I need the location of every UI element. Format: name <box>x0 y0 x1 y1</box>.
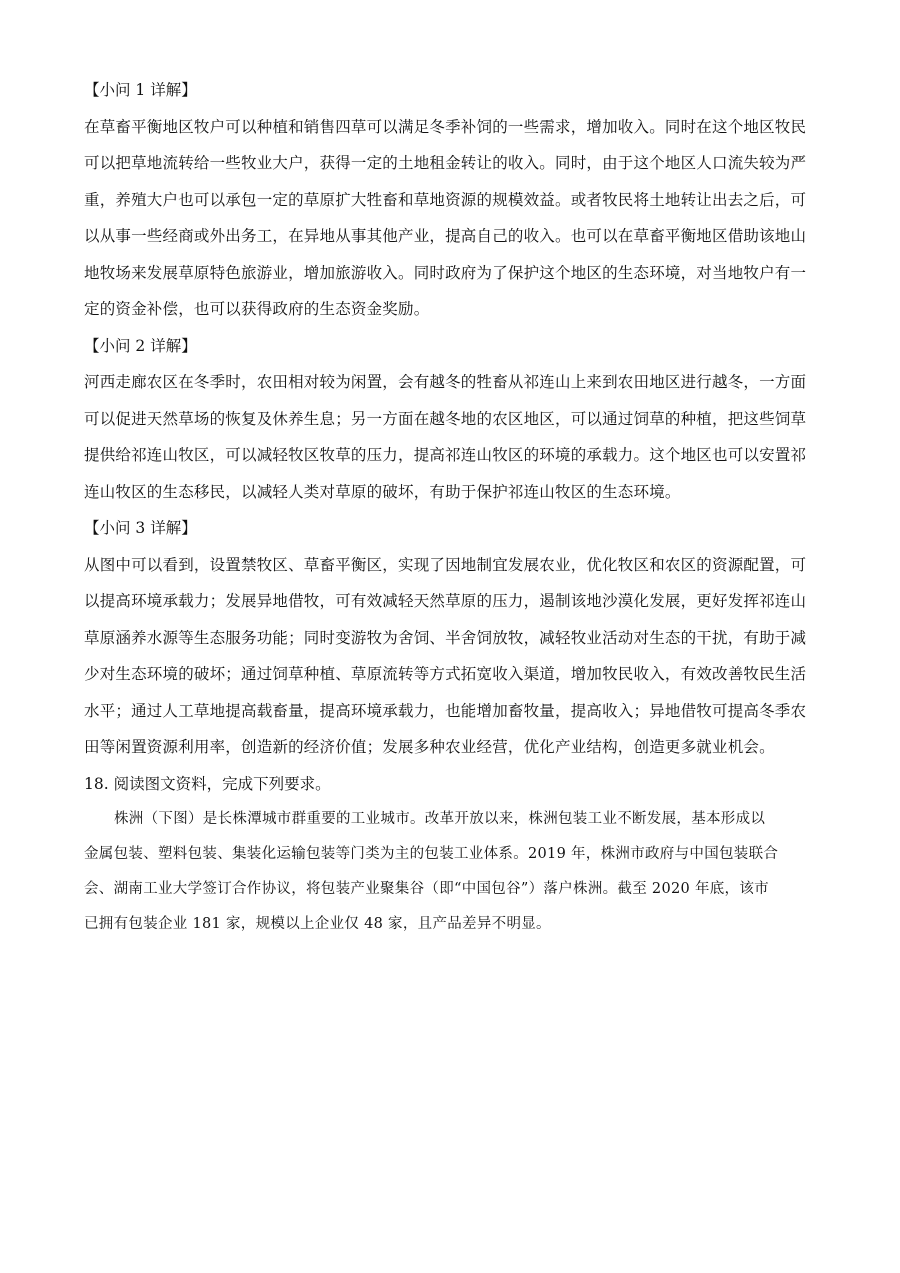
section-heading: 【小问 2 详解】 <box>84 336 197 355</box>
paragraph-line: 水平；通过人工草地提高载畜量，提高环境承载力，也能增加畜牧量，提高收入；异地借牧可提高冬季农 <box>84 701 807 720</box>
material-line: 株洲（下图）是长株潭城市群重要的工业城市。改革开放以来，株洲包装工业不断发展，基本形成以 <box>114 811 766 827</box>
paragraph-line: 草原涵养水源等生态服务功能；同时变游牧为舍饲、半舍饲放牧，减轻牧业活动对生态的干扰，有助于减 <box>84 628 807 647</box>
paragraph-line: 以从事一些经商或外出务工，在异地从事其他产业，提高自己的收入。也可以在草畜平衡地区借助该地山 <box>84 227 807 245</box>
question-prompt: 18. 阅读图文资料，完成下列要求。 <box>84 774 331 793</box>
paragraph-line: 河西走廊农区在冬季时，农田相对较为闲置，会有越冬的牲畜从祁连山上来到农田地区进行越冬，一方面 <box>84 373 807 391</box>
paragraph-line: 在草畜平衡地区牧户可以种植和销售四草可以满足冬季补饲的一些需求，增加收入。同时在这个地区牧民 <box>84 117 807 136</box>
paragraph-line: 可以促进天然草场的恢复及休养生息；另一方面在越冬地的农区地区，可以通过饲草的种植，把这些饲草 <box>84 409 807 428</box>
section-part-3 <box>84 510 824 766</box>
document-content <box>84 72 824 942</box>
material-line: 已拥有包装企业 181 家，规模以上企业仅 48 家，且产品差异不明显。 <box>84 916 551 932</box>
question-material <box>84 802 824 942</box>
material-line: 金属包装、塑料包装、集装化运输包装等门类为主的包装工业体系。2019 年，株洲市政府与中国包装联合 <box>84 846 779 862</box>
section-paragraph <box>84 364 824 510</box>
section-paragraph <box>84 547 824 766</box>
paragraph-line: 连山牧区的生态移民，以减轻人类对草原的破坏，有助于保护祁连山牧区的生态环境。 <box>84 482 681 501</box>
question-18 <box>84 766 824 943</box>
paragraph-line: 从图中可以看到，设置禁牧区、草畜平衡区，实现了因地制宜发展农业，优化牧区和农区的资源配置，可 <box>84 555 807 574</box>
paragraph-line: 地牧场来发展草原特色旅游业，增加旅游收入。同时政府为了保护这个地区的生态环境，对当地牧户有一 <box>84 263 807 282</box>
paragraph-line: 可以把草地流转给一些牧业大户，获得一定的土地租金转让的收入。同时，由于这个地区人口流失较为严 <box>84 154 807 172</box>
paragraph-line: 以提高环境承载力；发展异地借牧，可有效减轻天然草原的压力，遏制该地沙漠化发展，更好发挥祁连山 <box>84 592 807 610</box>
paragraph-line: 提供给祁连山牧区，可以减轻牧区牧草的压力，提高祁连山牧区的环境的承载力。这个地区也可以安置祁 <box>84 446 807 464</box>
section-heading: 【小问 1 详解】 <box>84 81 197 99</box>
section-paragraph <box>84 109 824 328</box>
section-heading: 【小问 3 详解】 <box>84 519 197 537</box>
paragraph-line: 重，养殖大户也可以承包一定的草原扩大牲畜和草地资源的规模效益。或者牧民将土地转让出去之后，可 <box>84 190 807 209</box>
section-part-1 <box>84 72 824 328</box>
paragraph-line: 少对生态环境的破坏；通过饲草种植、草原流转等方式拓宽收入渠道，增加牧民收入，有效改善牧民生活 <box>84 665 807 683</box>
material-line: 会、湖南工业大学签订合作协议，将包装产业聚集谷（即“中国包谷”）落户株洲。截至 2020 年底，该市 <box>84 881 769 897</box>
paragraph-line: 定的资金补偿，也可以获得政府的生态资金奖励。 <box>84 300 430 318</box>
paragraph-line: 田等闲置资源利用率，创造新的经济价值；发展多种农业经营，优化产业结构，创造更多就业机会。 <box>84 738 775 756</box>
section-part-2 <box>84 328 824 511</box>
